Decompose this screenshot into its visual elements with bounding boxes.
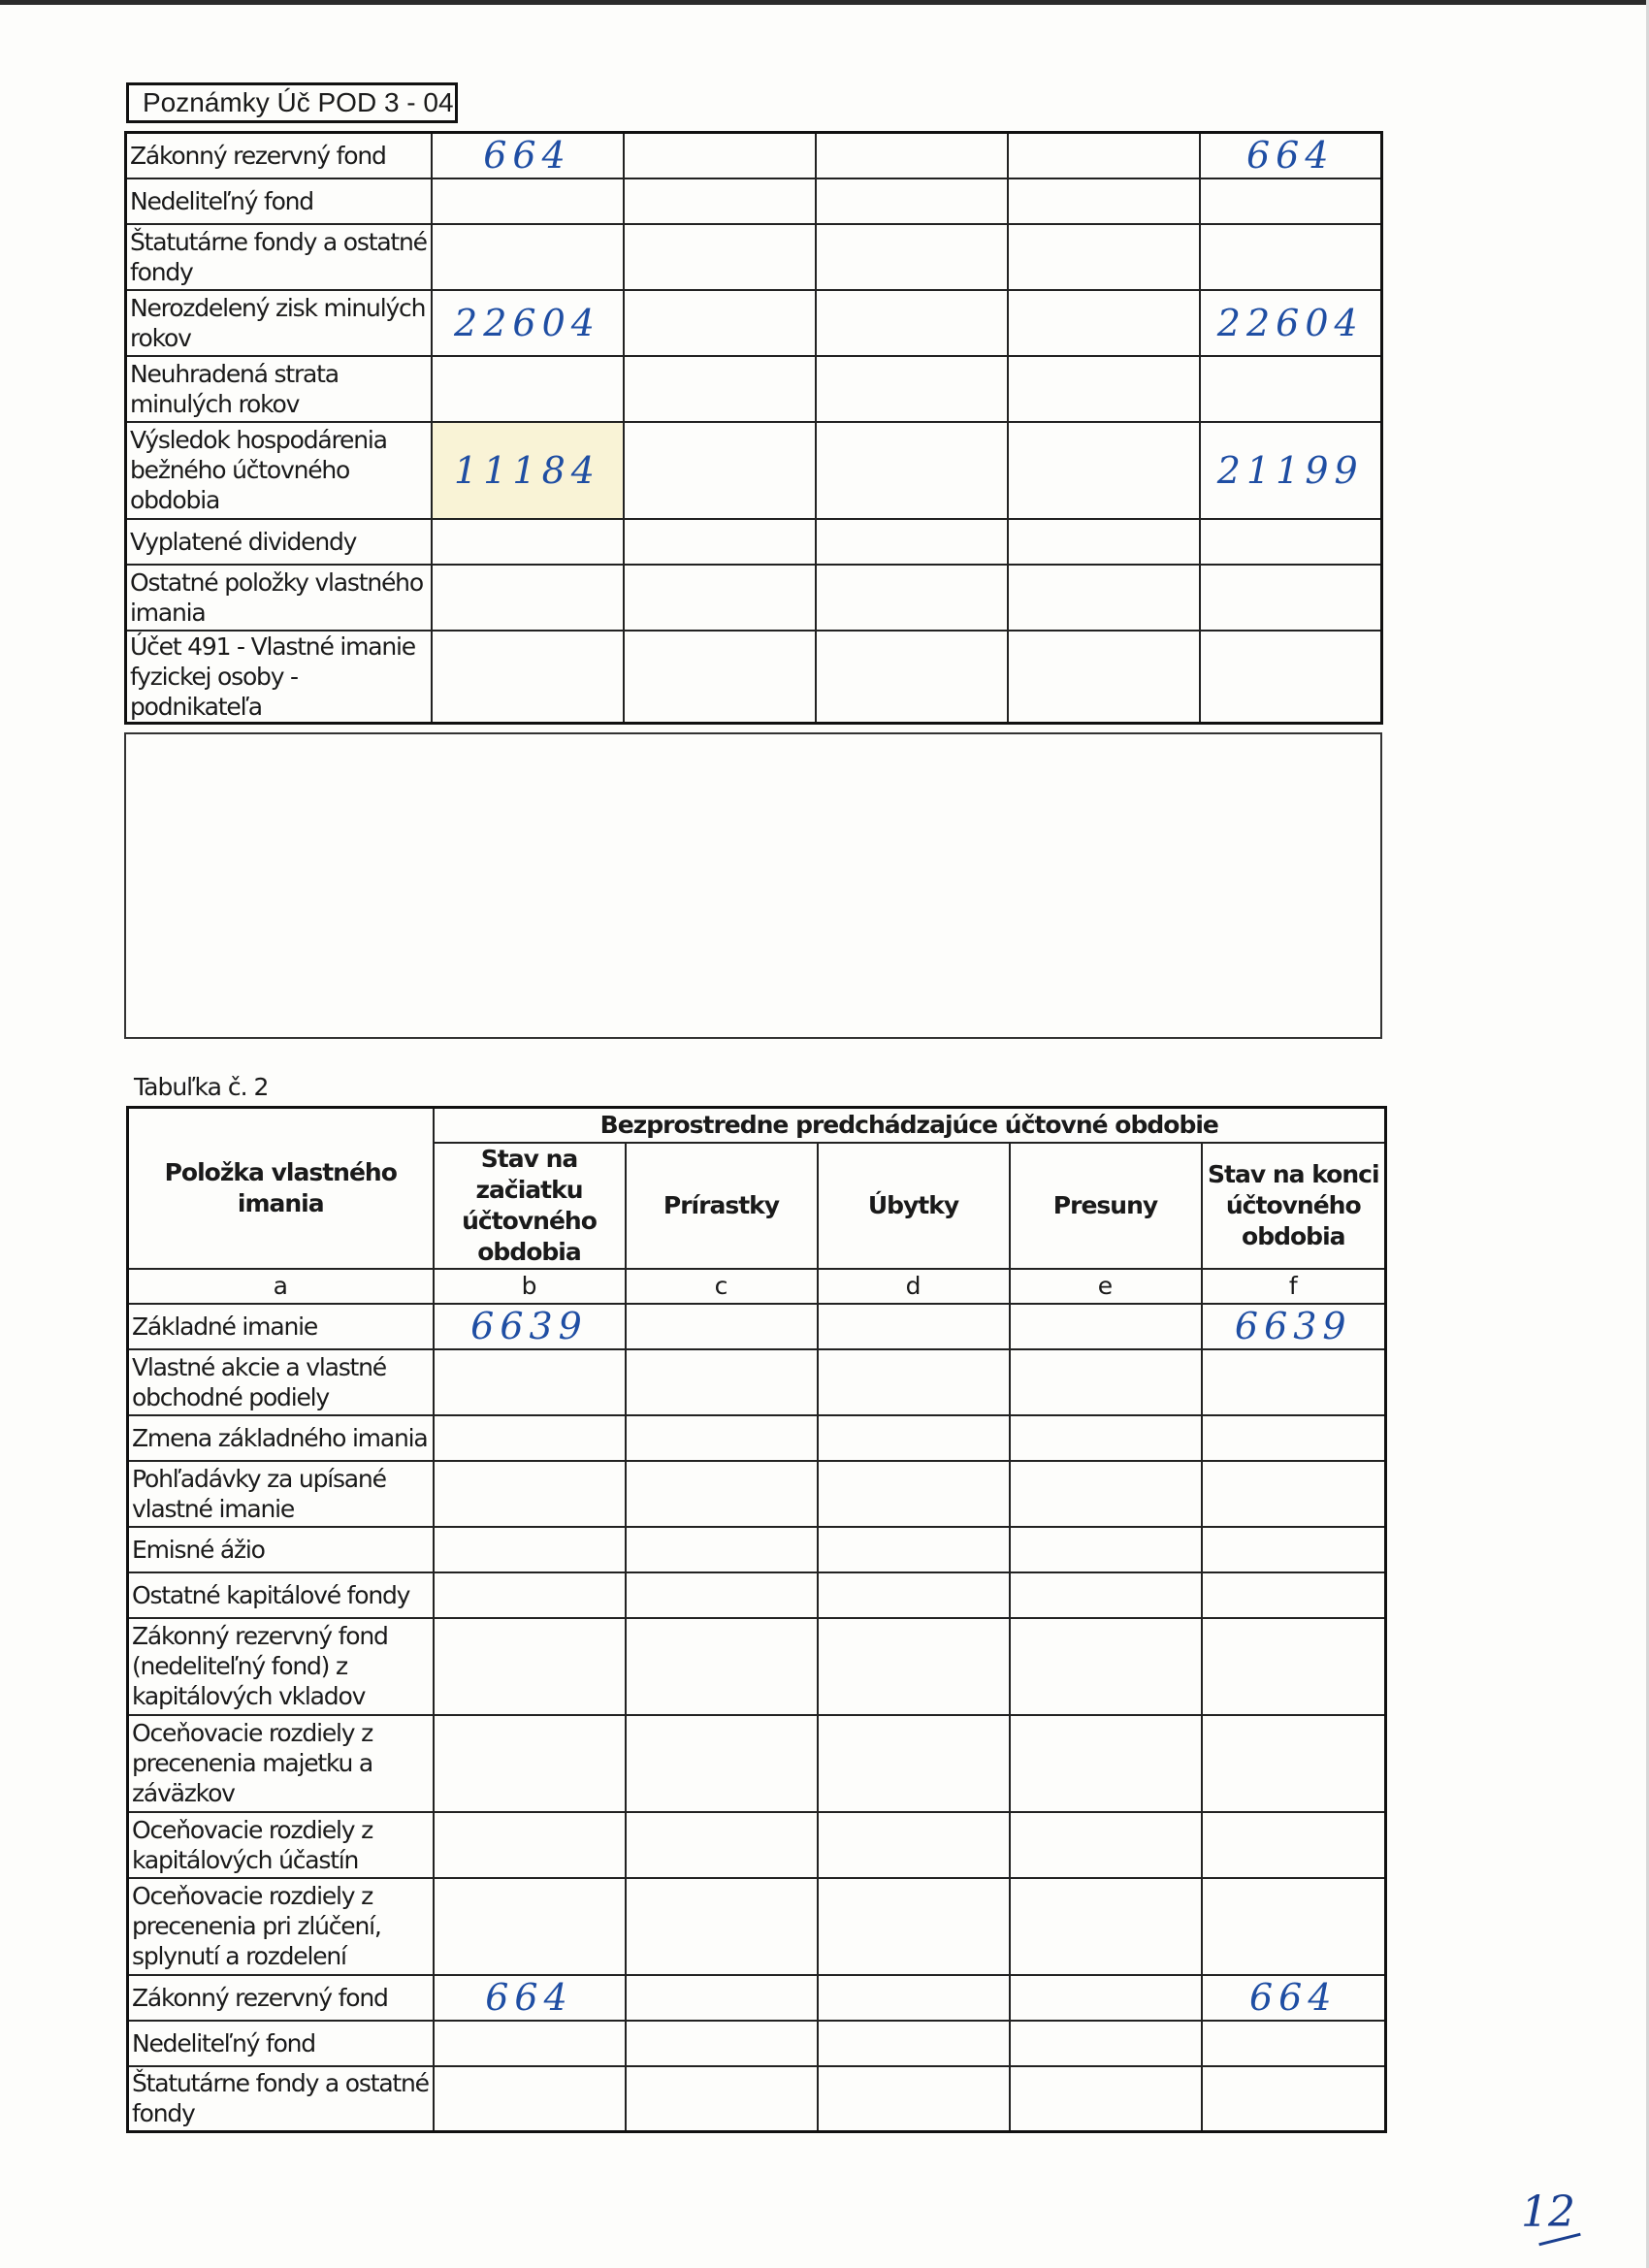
cell-f [1200, 178, 1382, 224]
table-row [126, 178, 1382, 224]
cell-e [1010, 1572, 1202, 1618]
cell-b [434, 1618, 626, 1715]
cell-d [816, 224, 1008, 290]
row-label: Účet 491 - Vlastné imanie fyzickej osoby - podnikateľa [126, 631, 432, 724]
cell-f: 664 [1202, 1975, 1386, 2021]
cell-e [1010, 2021, 1202, 2066]
cell-b [434, 1572, 626, 1618]
notes-box [124, 732, 1382, 1039]
page-header: Poznámky Úč POD 3 - 04 [126, 82, 458, 123]
row-label: Štatutárne fondy a ostatné fondy [128, 2066, 434, 2132]
cell-b [432, 631, 624, 724]
cell-c [624, 422, 816, 519]
header-row-letters [128, 1269, 1386, 1304]
cell-b [434, 1812, 626, 1878]
cell-e [1008, 290, 1200, 356]
cell-f: 664 [1200, 133, 1382, 178]
table-row [128, 1304, 1386, 1349]
cell-e [1010, 1618, 1202, 1715]
letter-a: a [128, 1269, 434, 1304]
table-row [128, 1349, 1386, 1415]
cell-d [816, 565, 1008, 631]
cell-e [1008, 224, 1200, 290]
table-row [128, 1878, 1386, 1975]
cell-c [626, 1415, 818, 1461]
cell-b [434, 1878, 626, 1975]
row-label: Výsledok hospodárenia bežného účtovného obdobia [126, 422, 432, 519]
row-label: Vlastné akcie a vlastné obchodné podiely [128, 1349, 434, 1415]
cell-d [818, 1349, 1010, 1415]
cell-d [818, 2021, 1010, 2066]
cell-f [1200, 224, 1382, 290]
cell-c [624, 519, 816, 565]
table-row [128, 1618, 1386, 1715]
cell-d [816, 519, 1008, 565]
cell-f [1202, 1618, 1386, 1715]
cell-e [1008, 422, 1200, 519]
page-number: 12 [1521, 2187, 1575, 2237]
cell-d [816, 422, 1008, 519]
cell-f: 21199 [1200, 422, 1382, 519]
cell-b [434, 1461, 626, 1527]
letter-f: f [1202, 1269, 1386, 1304]
cell-c [626, 1527, 818, 1572]
row-label: Emisné ážio [128, 1527, 434, 1572]
table-row [126, 224, 1382, 290]
row-label: Neuhradená strata minulých rokov [126, 356, 432, 422]
cell-d [818, 1975, 1010, 2021]
table-row [126, 290, 1382, 356]
cell-d [818, 1572, 1010, 1618]
cell-b [434, 1415, 626, 1461]
cell-d [818, 1715, 1010, 1812]
cell-e [1008, 631, 1200, 724]
cell-d [818, 1304, 1010, 1349]
row-label: Zmena základného imania [128, 1415, 434, 1461]
cell-e [1010, 1975, 1202, 2021]
cell-c [626, 1715, 818, 1812]
cell-e [1008, 133, 1200, 178]
letter-e: e [1010, 1269, 1202, 1304]
row-label: Pohľadávky za upísané vlastné imanie [128, 1461, 434, 1527]
table-row [126, 519, 1382, 565]
cell-f [1200, 519, 1382, 565]
row-label: Ostatné kapitálové fondy [128, 1572, 434, 1618]
cell-b: 6639 [434, 1304, 626, 1349]
row-label: Nerozdelený zisk minulých rokov [126, 290, 432, 356]
cell-b [432, 519, 624, 565]
equity-table-previous [126, 1106, 1387, 2133]
cell-f [1202, 2066, 1386, 2132]
cell-e [1008, 565, 1200, 631]
cell-b [434, 1715, 626, 1812]
table-row [128, 1415, 1386, 1461]
scan-edge-top [0, 0, 1649, 5]
header-end-balance: Stav na konci účtovného obdobia [1202, 1143, 1386, 1269]
cell-f [1202, 1878, 1386, 1975]
cell-d [816, 290, 1008, 356]
equity-table-current [124, 131, 1383, 725]
cell-c [626, 1349, 818, 1415]
table-row [128, 1715, 1386, 1812]
letter-b: b [434, 1269, 626, 1304]
cell-c [626, 2066, 818, 2132]
cell-f [1202, 1527, 1386, 1572]
cell-c [626, 1572, 818, 1618]
cell-c [624, 133, 816, 178]
cell-c [624, 178, 816, 224]
header-period-group: Bezprostredne predchádzajúce účtovné obdobie [434, 1108, 1386, 1143]
table-row [126, 422, 1382, 519]
cell-f [1202, 2021, 1386, 2066]
table-row [126, 565, 1382, 631]
cell-f: 6639 [1202, 1304, 1386, 1349]
cell-c [626, 2021, 818, 2066]
cell-f: 22604 [1200, 290, 1382, 356]
cell-e [1010, 1715, 1202, 1812]
cell-b [434, 2066, 626, 2132]
row-label: Oceňovacie rozdiely z precenenia majetku a záväzkov [128, 1715, 434, 1812]
table-row [128, 1812, 1386, 1878]
cell-e [1010, 1812, 1202, 1878]
row-label: Zákonný rezervný fond (nedeliteľný fond) z kapitálových vkladov [128, 1618, 434, 1715]
row-label: Štatutárne fondy a ostatné fondy [126, 224, 432, 290]
row-label: Základné imanie [128, 1304, 434, 1349]
cell-c [626, 1812, 818, 1878]
cell-b [432, 565, 624, 631]
cell-e [1008, 178, 1200, 224]
cell-f [1200, 565, 1382, 631]
header-row-group [128, 1108, 1386, 1143]
cell-d [818, 1618, 1010, 1715]
cell-e [1010, 1527, 1202, 1572]
cell-d [818, 1527, 1010, 1572]
cell-e [1010, 1349, 1202, 1415]
table-caption: Tabuľka č. 2 [134, 1073, 269, 1101]
cell-b [432, 356, 624, 422]
cell-f [1202, 1572, 1386, 1618]
row-label: Zákonný rezervný fond [128, 1975, 434, 2021]
table-row [128, 1975, 1386, 2021]
cell-c [624, 631, 816, 724]
cell-d [818, 1415, 1010, 1461]
cell-b: 664 [434, 1975, 626, 2021]
table-row [128, 1572, 1386, 1618]
table-row [126, 631, 1382, 724]
table-row [128, 1527, 1386, 1572]
cell-e [1008, 519, 1200, 565]
cell-d [818, 2066, 1010, 2132]
cell-d [816, 356, 1008, 422]
cell-b [434, 1527, 626, 1572]
row-label: Nedeliteľný fond [128, 2021, 434, 2066]
table-row [128, 1461, 1386, 1527]
header-transfers: Presuny [1010, 1143, 1202, 1269]
cell-e [1010, 1304, 1202, 1349]
row-label: Ostatné položky vlastného imania [126, 565, 432, 631]
row-label: Nedeliteľný fond [126, 178, 432, 224]
cell-f [1202, 1349, 1386, 1415]
header-item: Položka vlastného imania [128, 1108, 434, 1269]
row-label: Oceňovacie rozdiely z precenenia pri zlúčení, splynutí a rozdelení [128, 1878, 434, 1975]
cell-b [434, 1349, 626, 1415]
letter-d: d [818, 1269, 1010, 1304]
table-row [126, 133, 1382, 178]
table-row [126, 356, 1382, 422]
cell-f [1202, 1461, 1386, 1527]
header-increases: Prírastky [626, 1143, 818, 1269]
cell-c [624, 356, 816, 422]
table-row [128, 2021, 1386, 2066]
header-decreases: Úbytky [818, 1143, 1010, 1269]
cell-e [1010, 1461, 1202, 1527]
cell-b [432, 178, 624, 224]
header-start-balance: Stav na začiatku účtovného obdobia [434, 1143, 626, 1269]
cell-b [434, 2021, 626, 2066]
cell-c [626, 1878, 818, 1975]
cell-c [626, 1618, 818, 1715]
cell-f [1200, 631, 1382, 724]
cell-f [1202, 1812, 1386, 1878]
row-label: Oceňovacie rozdiely z kapitálových účastín [128, 1812, 434, 1878]
cell-d [816, 631, 1008, 724]
cell-b: 664 [432, 133, 624, 178]
cell-b: 11184 [432, 422, 624, 519]
cell-e [1008, 356, 1200, 422]
cell-d [818, 1461, 1010, 1527]
cell-f [1200, 356, 1382, 422]
cell-c [626, 1975, 818, 2021]
table-row [128, 2066, 1386, 2132]
cell-b: 22604 [432, 290, 624, 356]
letter-c: c [626, 1269, 818, 1304]
cell-e [1010, 1878, 1202, 1975]
row-label: Vyplatené dividendy [126, 519, 432, 565]
cell-c [626, 1304, 818, 1349]
cell-d [816, 178, 1008, 224]
row-label: Zákonný rezervný fond [126, 133, 432, 178]
cell-e [1010, 2066, 1202, 2132]
cell-e [1010, 1415, 1202, 1461]
cell-c [624, 224, 816, 290]
cell-d [816, 133, 1008, 178]
cell-f [1202, 1415, 1386, 1461]
cell-c [624, 565, 816, 631]
cell-f [1202, 1715, 1386, 1812]
cell-d [818, 1878, 1010, 1975]
cell-b [432, 224, 624, 290]
cell-c [624, 290, 816, 356]
cell-d [818, 1812, 1010, 1878]
cell-c [626, 1461, 818, 1527]
